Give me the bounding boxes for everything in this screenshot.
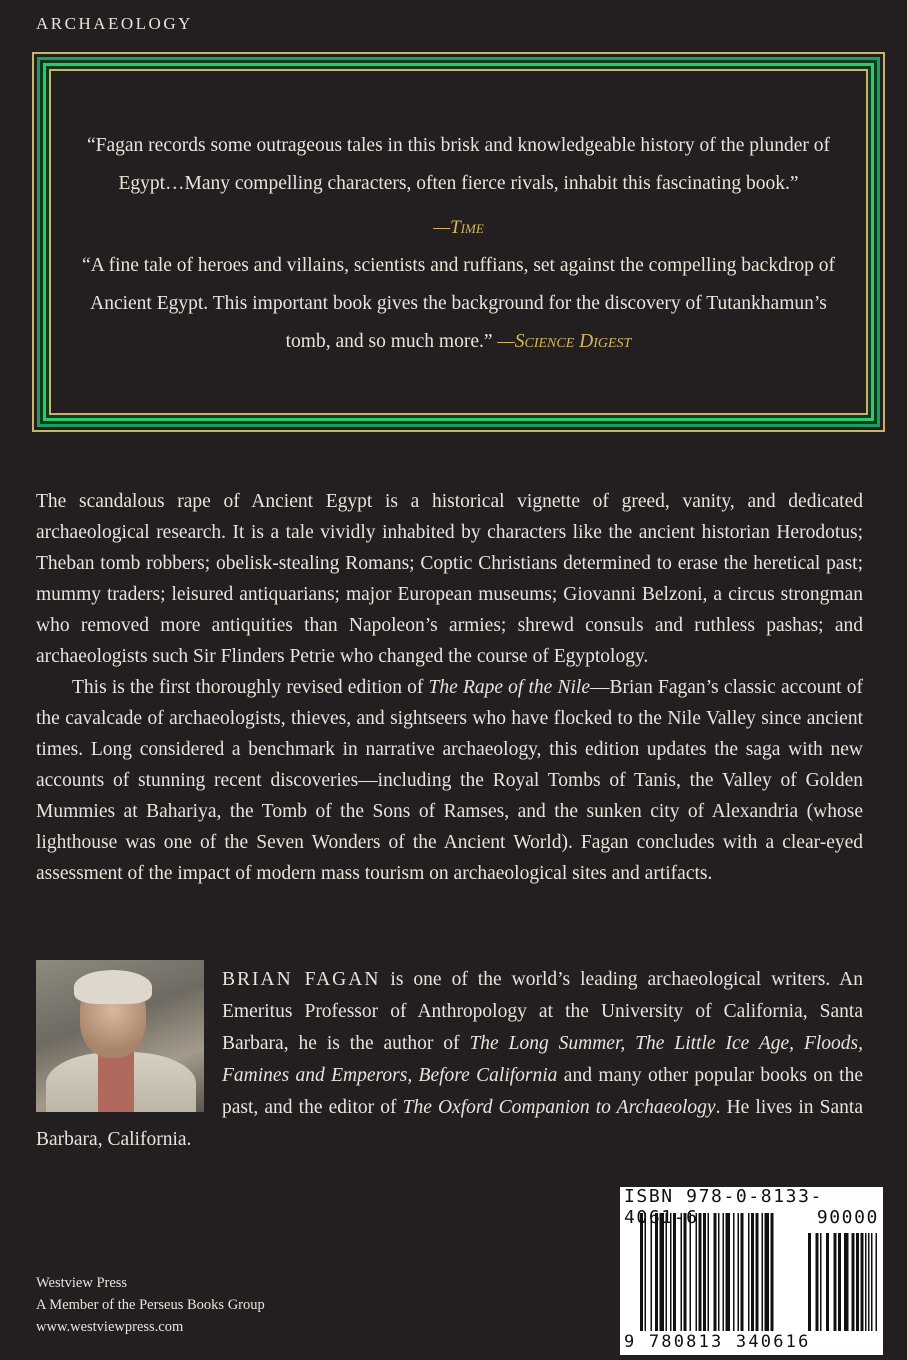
ean-number: 9 780813 340616: [624, 1332, 811, 1352]
barcode-bar: [670, 1213, 672, 1331]
barcode-bar: [852, 1233, 855, 1331]
barcode-bar: [718, 1213, 720, 1331]
publisher-url: www.westviewpress.com: [36, 1319, 184, 1335]
barcode-bar: [838, 1233, 841, 1331]
barcode-bar: [699, 1213, 702, 1331]
barcode-bar: [640, 1213, 643, 1331]
barcode-bar: [703, 1213, 706, 1331]
barcode-bar: [726, 1213, 731, 1331]
barcode-bar: [834, 1233, 837, 1331]
barcode-bar: [820, 1233, 822, 1331]
barcode-bar: [771, 1213, 774, 1331]
barcode-bar: [765, 1213, 770, 1331]
review-attribution-2: —Science Digest: [497, 331, 632, 352]
publisher-info: [36, 1272, 265, 1338]
review-attribution-1: —Time: [433, 217, 484, 238]
barcode-bar: [762, 1213, 764, 1331]
barcode-bar: [871, 1233, 873, 1331]
barcode-bar: [660, 1213, 665, 1331]
barcode-bar: [861, 1233, 864, 1331]
review-quote-1: “Fagan records some outrageous tales in this brisk and knowledgeable history of the plunder of Egypt…Many compelling characters, often fierce rivals, inhabit this fascinating book.”: [87, 135, 830, 194]
barcode-bar: [756, 1213, 759, 1331]
barcode-bar: [696, 1213, 698, 1331]
isbn-number: ISBN 978-0-8133-4061-6: [624, 1186, 823, 1228]
book-title: The Rape of the Nile: [428, 677, 590, 698]
barcode-bar: [655, 1213, 658, 1331]
barcode-bar: [673, 1213, 676, 1331]
barcode-bar: [723, 1213, 725, 1331]
barcode-bar: [666, 1213, 668, 1331]
barcode-bar: [748, 1213, 750, 1331]
author-bio: BRIAN FAGAN is one of the world’s leading archaeological writers. An Emeritus Professor of Anthropology at the University of California, Santa Barbara, he is the author of The Long Summer, The Little Ice Age, Floods, Famines and Emperors, Before California and many other popular books on the past, and the editor of The Oxford Companion to Archaeology. He lives in Santa Barbara, California.: [36, 969, 863, 1150]
barcode-bar: [751, 1213, 754, 1331]
barcode-bar: [816, 1233, 819, 1331]
barcode-bar: [876, 1233, 878, 1331]
review-frame: [32, 52, 885, 432]
category-label: ARCHAEOLOGY: [36, 14, 193, 33]
price-code: 90000: [816, 1207, 879, 1228]
barcode-bar: [844, 1233, 849, 1331]
barcode-bar: [856, 1233, 859, 1331]
book-description: [36, 486, 863, 889]
publisher-name: Westview Press: [36, 1275, 128, 1291]
barcode-bar: [865, 1233, 867, 1331]
description-paragraph-1: The scandalous rape of Ancient Egypt is a historical vignette of greed, vanity, and dedicated archaeological research. It is a tale vividly inhabited by characters like the ancient historian Herodotus; Theban tomb robbers; obelisk-stealing Romans; Coptic Christians determined to erase the heretical past; mummy traders; leisured antiquarians; major European museums; Giovanni Belzoni, a circus strongman who removed more antiquities than Napoleon’s armies; shrewd consuls and ruthless pashas; and archaeologists such Sir Flinders Petrie who changed the course of Egyptology.: [36, 491, 863, 667]
barcode-bar: [733, 1213, 735, 1331]
barcode-bar: [690, 1213, 692, 1331]
barcode: [620, 1187, 883, 1355]
barcode-bar: [681, 1213, 683, 1331]
barcode-bar: [741, 1213, 744, 1331]
barcode-bar: [868, 1233, 870, 1331]
review-quote-2: “A fine tale of heroes and villains, scientists and ruffians, set against the compelling backdrop of Ancient Egypt. This important book gives the background for the discovery of Tutankhamun’s tomb, and so much more.” —Science Digest: [82, 255, 835, 352]
barcode-bar: [645, 1213, 647, 1331]
publisher-group: A Member of the Perseus Books Group: [36, 1297, 265, 1313]
author-name: BRIAN FAGAN: [222, 969, 381, 990]
barcode-bar: [708, 1213, 710, 1331]
barcode-bar: [684, 1213, 687, 1331]
edited-book: The Oxford Companion to Archaeology: [402, 1097, 716, 1118]
review-panel: [49, 69, 868, 415]
barcode-bar: [714, 1213, 717, 1331]
author-books: The Long Summer, The Little Ice Age, Floods, Famines and Emperors, Before California: [222, 1033, 863, 1086]
description-paragraph-2: This is the first thoroughly revised edition of The Rape of the Nile—Brian Fagan’s classic account of the cavalcade of archaeologists, thieves, and sightseers who have flocked to the Nile Valley since ancient times. Long considered a benchmark in narrative archaeology, this edition updates the saga with new accounts of stunning recent discoveries—including the Royal Tombs of Tanis, the Valley of Golden Mummies at Bahariya, the Tomb of the Sons of Ramses, and the sunken city of Alexandria (whose lighthouse was one of the Seven Wonders of the Ancient World). Fagan concludes with a clear-eyed assessment of the impact of modern mass tourism on archaeological sites and artifacts.: [36, 677, 863, 884]
barcode-bar: [738, 1213, 740, 1331]
barcode-bar: [826, 1233, 829, 1331]
barcode-bar: [808, 1233, 811, 1331]
barcode-bar: [651, 1213, 653, 1331]
